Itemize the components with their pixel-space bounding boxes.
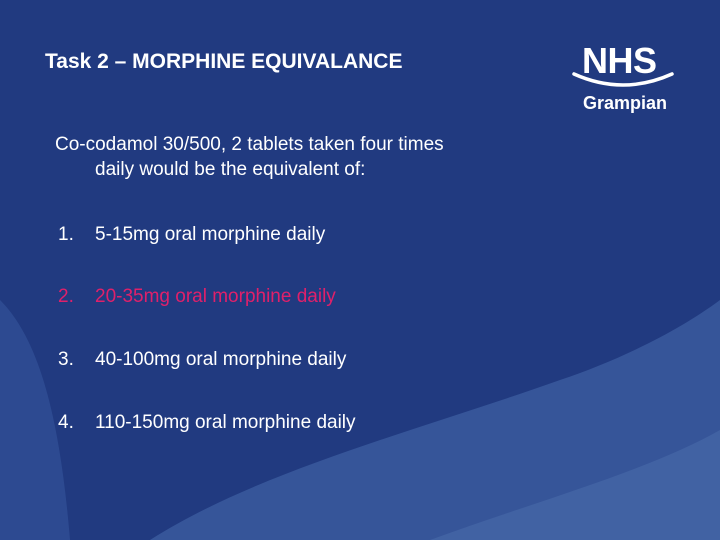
option-text: 110-150mg oral morphine daily — [95, 412, 356, 433]
nhs-grampian-logo — [568, 40, 678, 122]
answer-option-1 — [58, 222, 325, 247]
question-text — [55, 132, 575, 182]
option-text: 20-35mg oral morphine daily — [95, 286, 336, 307]
question-line-2: daily would be the equivalent of: — [95, 159, 366, 180]
logo-nhs-text: NHS — [582, 40, 657, 81]
slide-title: Task 2 – MORPHINE EQUIVALANCE — [45, 50, 403, 73]
answer-option-4 — [58, 410, 356, 435]
option-text: 5-15mg oral morphine daily — [95, 224, 326, 245]
option-number: 1. — [58, 224, 74, 245]
option-text: 40-100mg oral morphine daily — [95, 349, 347, 370]
answer-option-2 — [58, 284, 336, 309]
option-number: 4. — [58, 412, 74, 433]
option-number: 2. — [58, 286, 74, 307]
answer-option-3 — [58, 347, 346, 372]
question-line-1: Co-codamol 30/500, 2 tablets taken four times — [55, 134, 444, 155]
logo-region-text: Grampian — [583, 93, 668, 113]
option-number: 3. — [58, 349, 74, 370]
